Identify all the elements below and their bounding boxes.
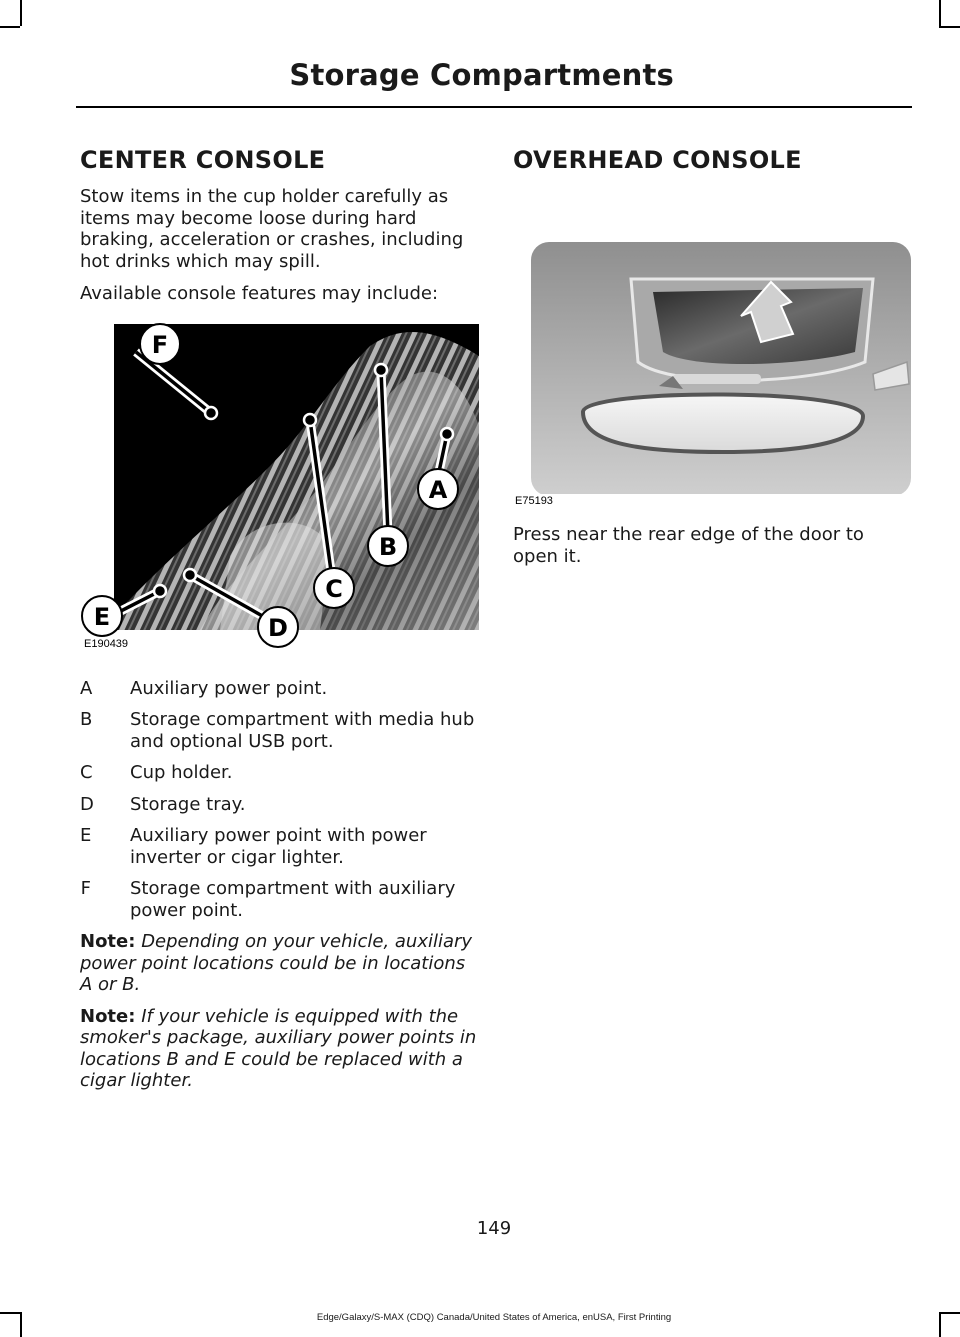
callout-dot-a xyxy=(441,428,453,440)
callout-label-c: C xyxy=(325,574,343,603)
legend-item xyxy=(80,794,480,816)
legend-text: Storage compartment with auxiliary power point. xyxy=(130,878,456,921)
overhead-console-figure xyxy=(513,184,913,514)
callout-dot-f xyxy=(205,407,217,419)
callout-label-b: B xyxy=(378,532,398,561)
overhead-console-section xyxy=(513,146,913,578)
note-text: Depending on your vehicle, auxiliary power point locations could be in locations A or B. xyxy=(80,931,473,995)
page-footer: Edge/Galaxy/S-MAX (CDQ) Canada/United States of America, enUSA, First Printing xyxy=(316,1312,672,1323)
callout-dot-c xyxy=(304,414,316,426)
note-label: Note: xyxy=(80,1005,136,1027)
callout-label-d: D xyxy=(268,613,288,642)
overhead-console-instruction: Press near the rear edge of the door to open it. xyxy=(513,524,864,567)
console-buttons xyxy=(673,374,761,384)
legend-text: Auxiliary power point with power inverter or cigar lighter. xyxy=(130,825,427,868)
page-header-title: Storage Compartments xyxy=(289,58,674,92)
overhead-console-heading: OVERHEAD CONSOLE xyxy=(513,146,802,174)
legend-key: E xyxy=(80,825,92,846)
callout-dot-e xyxy=(154,585,166,597)
callout-dot-d xyxy=(184,569,196,581)
page-number: 149 xyxy=(476,1218,512,1239)
note-auxiliary-locations xyxy=(80,931,480,996)
overhead-console-figure-id: E75193 xyxy=(515,495,553,507)
callout-label-e: E xyxy=(93,602,111,631)
note-label: Note: xyxy=(80,931,136,952)
center-console-heading: CENTER CONSOLE xyxy=(80,146,326,174)
note-text: If your vehicle is equipped with the smoker's package, auxiliary power points in locations B and E could be replaced with a cigar lighter. xyxy=(80,1005,477,1091)
legend-key: B xyxy=(80,709,93,730)
center-console-illustration xyxy=(80,316,480,656)
legend-item xyxy=(80,678,480,700)
crop-mark xyxy=(939,26,960,28)
legend-key: A xyxy=(80,677,93,699)
overhead-console-illustration xyxy=(513,184,913,494)
legend-key: C xyxy=(80,762,93,783)
center-console-features-intro: Available console features may include: xyxy=(80,283,439,304)
legend-item xyxy=(80,825,480,868)
center-console-figure xyxy=(80,316,480,656)
callout-label-a: A xyxy=(428,475,448,504)
legend-key: F xyxy=(80,878,91,899)
center-console-figure-id: E190439 xyxy=(84,637,129,650)
callout-dot-b xyxy=(375,364,387,376)
crop-mark xyxy=(0,26,20,28)
crop-mark xyxy=(20,0,22,26)
legend-item xyxy=(80,762,480,784)
legend-key: D xyxy=(80,793,94,815)
center-console-section xyxy=(80,146,480,1102)
callout-legend xyxy=(80,678,480,922)
rearview-mirror xyxy=(583,394,863,452)
callout-label-f: F xyxy=(151,330,169,359)
legend-item xyxy=(80,878,480,921)
center-console-intro: Stow items in the cup holder carefully as items may become loose during hard braking, acceleration or crashes, including hot drinks which may spill. xyxy=(80,186,464,272)
legend-item xyxy=(80,709,480,752)
header-rule xyxy=(76,106,912,108)
note-smokers-package xyxy=(80,1006,480,1092)
legend-text: Storage tray. xyxy=(130,793,246,815)
legend-text: Cup holder. xyxy=(130,762,233,783)
legend-text: Auxiliary power point. xyxy=(130,677,328,699)
crop-mark xyxy=(939,0,941,26)
legend-text: Storage compartment with media hub and optional USB port. xyxy=(130,709,475,752)
